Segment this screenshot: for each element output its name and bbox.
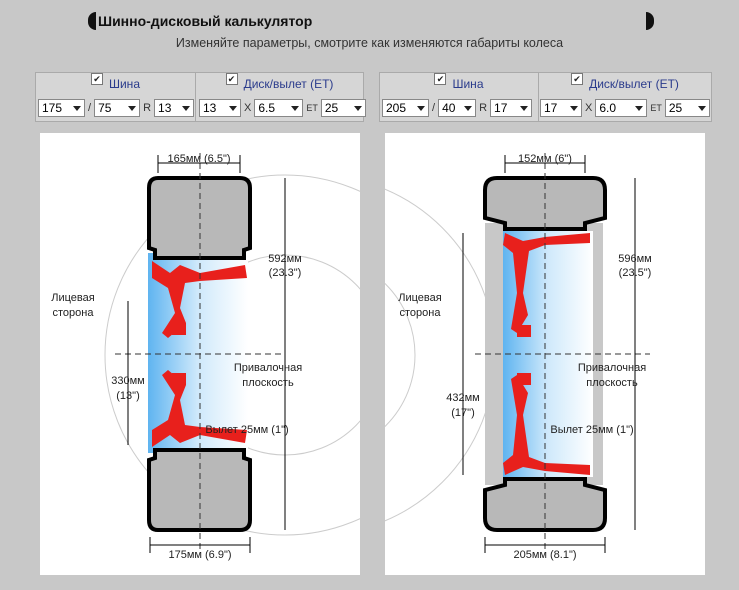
left-rim-diameter-select[interactable]: 13	[199, 99, 241, 117]
width-top-label: 165мм (6.5")	[167, 153, 231, 165]
et-label: ET	[650, 103, 662, 113]
left-rim-row	[199, 98, 366, 118]
chevron-down-icon	[464, 106, 472, 111]
r-label: R	[143, 102, 152, 114]
width-top-label: 152мм (6")	[518, 153, 572, 165]
et-label: ET	[306, 103, 318, 113]
rim-in-label: (13")	[116, 390, 140, 402]
face-side-label-2: сторона	[52, 307, 94, 319]
right-rim-width-select[interactable]: 6.0	[595, 99, 647, 117]
left-rim-checkbox[interactable]: ✔	[226, 73, 238, 85]
mount-plane-label-1: Привалочная	[233, 362, 303, 374]
offset-label: Вылет 25мм (1")	[550, 424, 634, 436]
width-bottom-label: 205мм (8.1")	[513, 549, 577, 561]
left-rim-label: Диск/вылет (ET)	[243, 77, 334, 91]
left-wheel-diagram	[40, 133, 360, 575]
r-label: R	[479, 102, 488, 114]
page-title: Шинно-дисковый калькулятор	[98, 13, 313, 29]
x-label: X	[585, 102, 593, 114]
right-rim-checkbox[interactable]: ✔	[571, 73, 583, 85]
face-side-label-1: Лицевая	[398, 292, 442, 304]
left-tire-header[interactable]	[36, 73, 195, 95]
right-rim-diameter-select[interactable]: 17	[540, 99, 582, 117]
title-right-cap	[646, 12, 654, 30]
left-rim-et-select[interactable]: 25	[321, 99, 366, 117]
width-bottom-label: 175мм (6.9")	[168, 549, 232, 561]
slash-label: /	[432, 102, 436, 114]
right-params-panel	[379, 72, 712, 122]
right-rim-header[interactable]	[539, 73, 711, 95]
right-tire-profile-select[interactable]: 40	[438, 99, 476, 117]
left-rim-header[interactable]	[196, 73, 363, 95]
chevron-down-icon	[291, 106, 299, 111]
face-side-label-1: Лицевая	[51, 292, 95, 304]
right-rim-et-select[interactable]: 25	[665, 99, 710, 117]
height-mm-label: 592мм	[268, 253, 302, 265]
left-rim-width-select[interactable]: 6.5	[254, 99, 303, 117]
height-mm-label: 596мм	[618, 253, 652, 265]
chevron-down-icon	[698, 106, 706, 111]
left-tire-profile-select[interactable]: 75	[94, 99, 140, 117]
rim-mm-label: 432мм	[446, 392, 480, 404]
left-tire-diameter-select[interactable]: 13	[154, 99, 194, 117]
rim-mm-label: 330мм	[111, 375, 145, 387]
chevron-down-icon	[354, 106, 362, 111]
left-tire-checkbox[interactable]: ✔	[91, 73, 103, 85]
face-side-label-2: сторона	[399, 307, 441, 319]
rim-in-label: (17")	[451, 407, 475, 419]
x-label: X	[244, 102, 252, 114]
right-tire-width-select[interactable]: 205	[382, 99, 429, 117]
chevron-down-icon	[128, 106, 136, 111]
slash-label: /	[88, 102, 92, 114]
chevron-down-icon	[73, 106, 81, 111]
right-tire-diameter-select[interactable]: 17	[490, 99, 532, 117]
offset-label: Вылет 25мм (1")	[205, 424, 289, 436]
chevron-down-icon	[520, 106, 528, 111]
right-rim-row	[540, 98, 710, 118]
mount-plane-label-2: плоскость	[242, 377, 294, 389]
height-in-label: (23.3")	[268, 267, 302, 279]
left-params-panel	[35, 72, 364, 122]
chevron-down-icon	[417, 106, 425, 111]
mount-plane-label-2: плоскость	[586, 377, 638, 389]
mount-plane-label-1: Привалочная	[577, 362, 647, 374]
right-tire-header[interactable]	[380, 73, 538, 95]
height-in-label: (23.5")	[618, 267, 652, 279]
chevron-down-icon	[635, 106, 643, 111]
page-subtitle: Изменяйте параметры, смотрите как изменяются габариты колеса	[175, 36, 564, 50]
chevron-down-icon	[229, 106, 237, 111]
right-wheel-diagram	[385, 133, 705, 575]
right-tire-row	[382, 98, 532, 118]
right-tire-checkbox[interactable]: ✔	[434, 73, 446, 85]
left-tire-width-select[interactable]: 175	[38, 99, 85, 117]
left-tire-row	[38, 98, 194, 118]
left-tire-label: Шина	[108, 77, 140, 91]
title-left-cap	[88, 12, 96, 30]
right-rim-label: Диск/вылет (ET)	[589, 77, 679, 91]
chevron-down-icon	[570, 106, 578, 111]
right-tire-label: Шина	[452, 77, 484, 91]
chevron-down-icon	[182, 106, 190, 111]
